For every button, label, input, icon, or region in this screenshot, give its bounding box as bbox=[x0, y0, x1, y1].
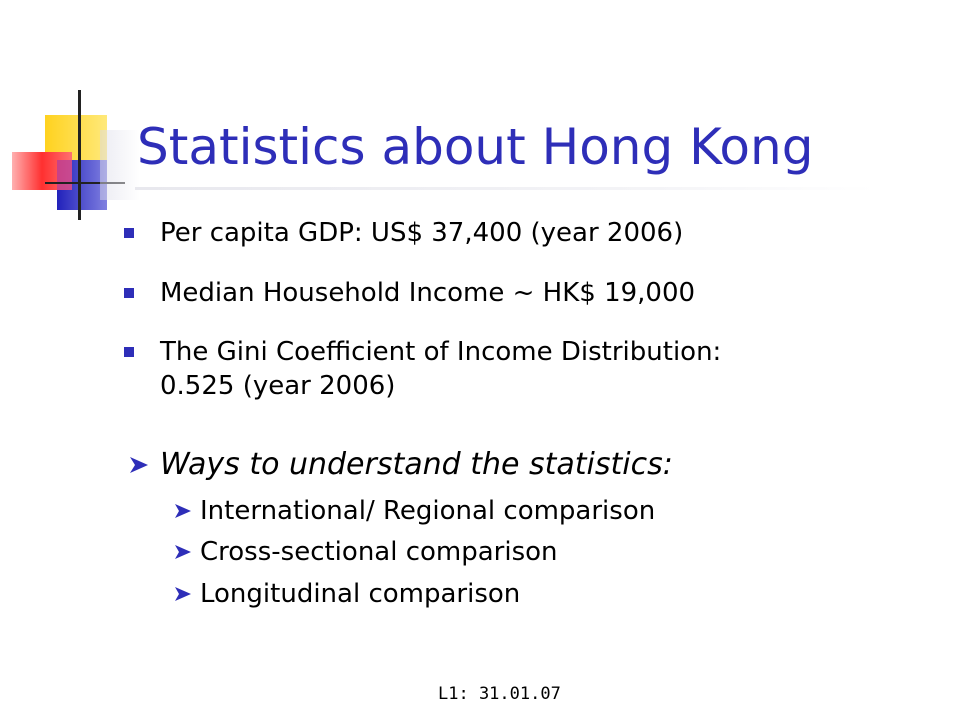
bullet-text: Per capita GDP: US$ 37,400 (year 2006) bbox=[160, 218, 684, 248]
arrow-bullet-icon bbox=[128, 455, 150, 475]
slide-footer: L1: 31.01.07 bbox=[438, 684, 561, 704]
slide-title: Statistics about Hong Kong bbox=[137, 118, 814, 176]
bullet-gini bbox=[160, 335, 721, 369]
ways-item-cross-sectional: Cross-sectional comparison bbox=[200, 537, 558, 567]
bullet-text: The Gini Coefficient of Income Distribution: bbox=[160, 337, 722, 367]
arrow-bullet-icon bbox=[173, 502, 193, 520]
bullet-text: 0.525 (year 2006) bbox=[160, 371, 396, 401]
ways-item-international: International/ Regional comparison bbox=[200, 496, 656, 526]
square-bullet-icon bbox=[124, 228, 134, 238]
ways-item-longitudinal: Longitudinal comparison bbox=[200, 579, 521, 609]
bullet-median-income bbox=[160, 276, 695, 310]
bullet-gdp bbox=[160, 216, 683, 250]
square-bullet-icon bbox=[124, 288, 134, 298]
title-underline bbox=[135, 187, 875, 190]
arrow-bullet-icon bbox=[173, 585, 193, 603]
arrow-bullet-icon bbox=[173, 543, 193, 561]
ways-heading: Ways to understand the statistics: bbox=[160, 447, 673, 482]
bullet-gini-continued bbox=[160, 369, 395, 403]
bullet-text: Median Household Income ~ HK$ 19,000 bbox=[160, 278, 696, 308]
decorative-squares-logo bbox=[0, 90, 140, 220]
square-bullet-icon bbox=[124, 347, 134, 357]
